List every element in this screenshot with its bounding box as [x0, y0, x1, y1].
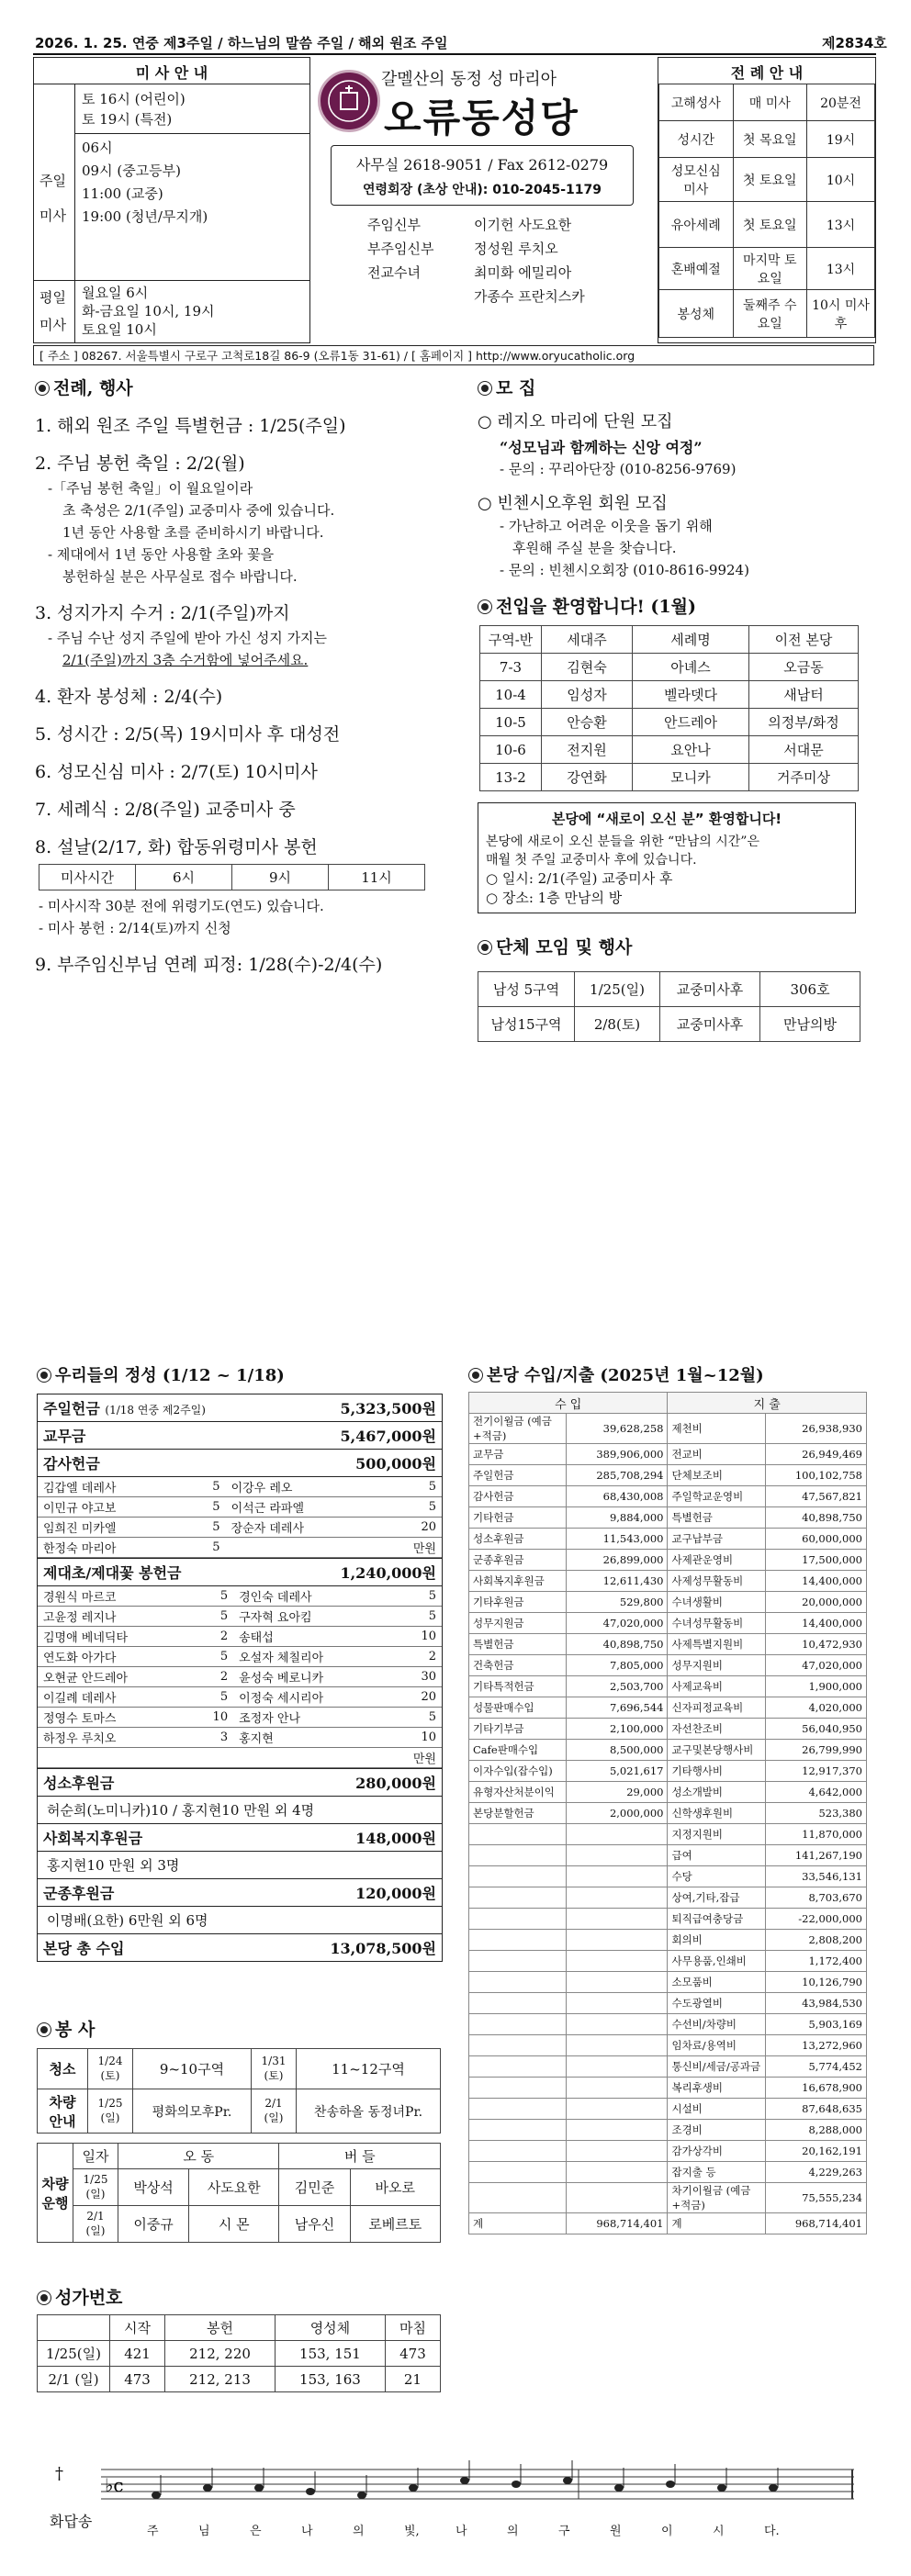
finance-row: 사회복지후원금 12,611,430 사제성무활동비 14,400,000 [469, 1571, 867, 1592]
altar-amount: 1,240,000원 [340, 1564, 436, 1582]
sunday-label: 주일헌금 [43, 1400, 100, 1417]
parish-subtitle: 갈멜산의 동정 성 마리아 [381, 70, 557, 89]
finance-table: 수 입 지 출 전기이월금 (예금+적금) 39,628,258 제천비 26,938,930 교무금 389,906,000 전교비 26,949,469 주일헌금 285,708,294 단체보조비 100,102,758 감사헌금 68,430,008 주일학교운영비 47,567,821 기타헌금 9,884,000 특별헌금 40,898,750 성소후원금 11,543,000 교구납부금 60,000,000 군종후원금 26,899,000 사제관운영비 17,500,000 사회복지후원금 12,611,430 사제성무활동비 14,400,000 기타후원금 529,800 수녀생활비 20,000,000 성무지원금 47,020,000 수녀성무활동비 14,400,000 특별헌금 40,898,750 사제특별지원비 10,472,930 건축헌금 7,805,000 성무지원비 47,020,000 기타특적헌금 2,503,700 사제교육비 1,900,000 성물판매수입 7,696,544 신자피정교육비 4,020,000 기타기부금 2,100,000 자선찬조비 56,040,950 Cafe판매수입 8,500,000 교구및본당행사비 26,799,990 이자수입(잡수입) 5,021,617 기타행사비 12,917,370 유형자산처분이익 29,000 성소개발비 4,642,000 본당분할헌금 2,000,000 신학생후원비 523,380 지정지원비 11,870,000 급여 141,267,190 수당 33,546,131 상여,기타,잡급 8,703,670 퇴직급여충당금 -22,000,000 회의비 2,808,200 사무용품,인쇄비 1,172,400 소모품비 10,126,790 수도광열비 43,984,530 수선비/차량비 5,903,169 임차료/용역비 13,272,960 통신비/세금/공과금 5,774,452 복리후생비 16,678,900 시설비 87,648,635 조경비 8,288,000 감가상각비 20,162,191 잡지출 등 4,229,263 차기이월금 (예금+적금) 75,555,234 계 968,714,401 계 968,714,401 [468, 1392, 867, 2234]
finance-row: 임차료/용역비 13,272,960 [469, 2035, 867, 2056]
groups-title: 단체 모임 및 행사 [496, 937, 633, 958]
finance-row: 주일헌금 285,708,294 단체보조비 100,102,758 [469, 1465, 867, 1486]
liturgy-section [35, 375, 476, 980]
music-note [717, 2484, 726, 2492]
music-staff [101, 2460, 854, 2515]
sacrament-table: 고해성사 매 미사 20분전 성시간 첫 목요일 19시 성모신심 미사 첫 토요일 10시 유아세례 첫 토요일 13시 혼배예절 마지막 토요일 13시 봉성체 둘째주 수요일 10시 미사후 [658, 84, 875, 338]
liturgy-item-2-note: 1년 동안 사용할 초를 준비하시기 바랍니다. [62, 524, 324, 541]
newcomer-title: 본당에 “새로이 오신 분” 환영합니다! [551, 811, 782, 827]
liturgy-item-3-note: - 주님 수난 성지 주일에 받아 가신 성지 가지는 [48, 630, 328, 646]
finance-row: 교무금 389,906,000 전교비 26,949,469 [469, 1444, 867, 1465]
table-row: 1/25(일) 421 212, 220 153, 151 473 [38, 2341, 441, 2367]
liturgy-item-6: 6. 성모신심 미사 : 2/7(토) 10시미사 [35, 762, 318, 782]
table-row: 7-3 김현숙 아녜스 오금동 [480, 654, 859, 681]
finance-row: 상여,기타,잡급 8,703,670 [469, 1887, 867, 1909]
finance-row: 기타특적헌금 2,503,700 사제교육비 1,900,000 [469, 1676, 867, 1697]
finance-row: 수도광열비 43,984,530 [469, 1993, 867, 2014]
liturgy-item-4: 4. 환자 봉성체 : 2/4(수) [35, 687, 223, 707]
service-section [37, 2016, 450, 2243]
table-row: 정영수 토마스 10 조정자 안나 5 [38, 1708, 442, 1728]
finance-row: 소모품비 10,126,790 [469, 1972, 867, 1993]
bullet-icon [37, 2022, 51, 2037]
altar-label: 제대초/제대꽃 봉헌금 [43, 1564, 182, 1582]
bullet-icon [35, 381, 50, 396]
seollal-note: - 미사시작 30분 전에 위령기도(연도) 있습니다. [39, 898, 324, 914]
thanks-label: 감사헌금 [43, 1455, 100, 1473]
bullet-icon [478, 381, 492, 396]
army-detail: 이명배(요한) 6만원 외 6명 [38, 1907, 442, 1934]
finance-row: 특별헌금 40,898,750 사제특별지원비 10,472,930 [469, 1634, 867, 1655]
contact-box [331, 145, 634, 206]
table-row: 이길례 데레사 5 이정숙 세시리아 20 [38, 1687, 442, 1708]
lyric-syllable: 시 [713, 2525, 725, 2538]
weekday-mass-label: 평일 미사 [39, 289, 66, 333]
finance-row: Cafe판매수입 8,500,000 교구및본당행사비 26,799,990 [469, 1740, 867, 1761]
lyric-syllable: 구 [558, 2525, 570, 2538]
liturgy-item-3-note: 2/1(주일)까지 3층 수거함에 넣어주세요. [62, 652, 309, 668]
lyric-syllable: 님 [198, 2525, 210, 2538]
table-row: 연도화 아가다 5 오설자 체칠리아 2 [38, 1647, 442, 1667]
music-note [769, 2484, 778, 2492]
finance-row: 차기이월금 (예금+적금) 75,555,234 [469, 2183, 867, 2213]
welcome-title: 전입을 환영합니다! (1월) [496, 597, 696, 617]
liturgy-item-2: 2. 주님 봉헌 축일 : 2/2(월) [35, 454, 245, 474]
weekday-mass-list: 월요일 6시 화-금요일 10시, 19시 토요일 10시 [82, 285, 215, 338]
newcomer-line: 매월 첫 주일 교중미사 후에 있습니다. [486, 853, 697, 868]
vincent-line: 후원해 주실 분을 찾습니다. [512, 540, 677, 556]
table-row: 2/1 (일) 473 212, 213 153, 163 21 [38, 2367, 441, 2392]
table-row: 한정숙 마리아 5 만원 [38, 1538, 442, 1558]
finance-row: 잡지출 등 4,229,263 [469, 2162, 867, 2183]
music-note [203, 2484, 212, 2492]
liturgy-item-2-note: 봉헌하실 분은 사무실로 접수 바랍니다. [62, 568, 298, 585]
music-note [563, 2477, 572, 2484]
address-bar: [ 주소 ] 08267. 서울특별시 구로구 고척로18길 86-9 (오류1동 31-61) / [ 홈페이지 ] http://www.oryucatholic.org [33, 345, 874, 365]
finance-row: 본당분할헌금 2,000,000 신학생후원비 523,380 [469, 1803, 867, 1824]
finance-row: 감가상각비 20,162,191 [469, 2141, 867, 2162]
finance-row: 이자수입(잡수입) 5,021,617 기타행사비 12,917,370 [469, 1761, 867, 1782]
social-amount: 148,000원 [355, 1830, 436, 1847]
sunday-mass-label: 주일 미사 [39, 173, 66, 224]
hymns-section [37, 2284, 450, 2392]
music-note [357, 2492, 366, 2499]
newcomer-place: ○ 장소: 1층 만남의 방 [486, 890, 623, 906]
sat-mass-list: 토 16시 (어린이) 토 19시 (특전) [82, 91, 186, 128]
lyric-syllable: 원 [610, 2525, 622, 2538]
car-operation-table: 차량운행 일자 오 동 버 들 1/25 (일) 박상석 사도요한 김민준 바오로 2/1 (일) 이중규 시 몬 남우신 로베르토 [37, 2143, 441, 2243]
finance-row: 수당 33,546,131 [469, 1866, 867, 1887]
lyric-syllable: 주 [147, 2525, 159, 2538]
liturgy-item-3: 3. 성지가지 수거 : 2/1(주일)까지 [35, 603, 290, 623]
vincent-line: - 가난하고 어려운 이웃을 돕기 위해 [500, 518, 713, 534]
army-amount: 120,000원 [355, 1885, 436, 1902]
finance-row: 수선비/차량비 5,903,169 [469, 2014, 867, 2035]
table-row: 남성 5구역 1/25(일) 교중미사후 306호 [478, 972, 860, 1007]
recruit-title: 모 집 [496, 378, 536, 398]
total-label: 본당 총 수입 [43, 1940, 125, 1957]
sacrament-title: 전 례 안 내 [730, 64, 804, 82]
church-emblem-icon [321, 73, 377, 129]
music-note [614, 2484, 624, 2492]
newcomer-box [478, 802, 856, 913]
sunday-amount: 5,323,500원 [340, 1400, 436, 1417]
lyric-syllable: 나 [301, 2525, 313, 2538]
emergency-phone: 연령회장 (초상 안내): 010-2045-1179 [363, 183, 602, 197]
gyomu-amount: 5,467,000원 [340, 1428, 436, 1445]
vincent-heading: ○ 빈첸시오후원 회원 모집 [478, 494, 668, 513]
table-row: 2/1 (일) 이중규 시 몬 남우신 로베르토 [38, 2206, 441, 2243]
finance-row: 급여 141,267,190 [469, 1845, 867, 1866]
finance-row: 유형자산처분이익 29,000 성소개발비 4,642,000 [469, 1782, 867, 1803]
table-row: 오현균 안드레아 2 윤성숙 베로니카 30 [38, 1667, 442, 1687]
altar-unit: 만원 [387, 1748, 442, 1768]
lyric-syllable: 의 [353, 2525, 365, 2538]
liturgy-item-2-note: - 제대에서 1년 동안 사용할 초와 꽃을 [48, 546, 275, 563]
finance-row: 지정지원비 11,870,000 [469, 1824, 867, 1845]
liturgy-item-7: 7. 세례식 : 2/8(주일) 교중미사 중 [35, 800, 296, 820]
welcome-table: 구역-반 세대주 세례명 이전 본당 7-3 김현숙 아녜스 오금동 10-4 임성자 벨라뎃다 새남터 10-5 안승환 안드레아 의정부/화정 10-6 전지원 요안나 서대문 13-2 강연화 모니카 거주미상 [479, 625, 859, 791]
finance-row: 성무지원금 47,020,000 수녀성무활동비 14,400,000 [469, 1613, 867, 1634]
legio-contact: - 문의 : 꾸리아단장 (010-8256-9769) [500, 461, 737, 477]
svg-text:♭c: ♭c [105, 2474, 124, 2496]
table-row: 하정우 루치오 3 홍지현 10 [38, 1728, 442, 1748]
table-row: 10-6 전지원 요안나 서대문 [480, 736, 859, 764]
finance-row: 성물판매수입 7,696,544 신자피정교육비 4,020,000 [469, 1697, 867, 1719]
bullet-icon [468, 1368, 483, 1383]
service-title: 봉 사 [55, 2020, 96, 2040]
liturgy-item-2-note: -「주님 봉헌 축일」이 월요일이라 [48, 480, 253, 497]
sunday-note: (1/18 연중 제2주일) [105, 1404, 206, 1417]
finance-row: 사무용품,인쇄비 1,172,400 [469, 1951, 867, 1972]
table-row: 고윤정 레지나 5 구자혁 요아킴 5 [38, 1607, 442, 1627]
thanks-amount: 500,000원 [355, 1455, 436, 1473]
table-row: 경원식 마르코 5 경인숙 데레사 5 [38, 1586, 442, 1607]
newcomer-date: ○ 일시: 2/1(주일) 교중미사 후 [486, 870, 673, 887]
altar-table [38, 1586, 442, 1768]
liturgy-item-9: 9. 부주임신부님 연례 피정: 1/28(수)-2/4(수) [35, 955, 383, 975]
service-table: 청소 1/24 (토) 9~10구역 1/31 (토) 11~12구역 차량 안내 1/25 (일) 평화의모후Pr. 2/1 (일) 찬송하올 동정녀Pr. [37, 2048, 441, 2134]
finance-title: 본당 수입/지출 (2025년 1월~12월) [487, 1366, 764, 1385]
music-note [254, 2484, 264, 2492]
music-note [666, 2481, 675, 2488]
legio-heading: ○ 레지오 마리에 단원 모집 [478, 412, 673, 431]
table-row: 남성15구역 2/8(토) 교중미사후 만남의방 [478, 1007, 860, 1042]
psalm-label: 화답송 [50, 2513, 93, 2530]
seollal-note: - 미사 봉헌 : 2/14(토)까지 신청 [39, 920, 231, 936]
total-amount: 13,078,500원 [330, 1940, 436, 1957]
table-row: 10-5 안승환 안드레아 의정부/화정 [480, 709, 859, 736]
sacrament-guide [658, 57, 876, 343]
social-detail: 홍지현10 만원 외 3명 [38, 1852, 442, 1879]
finance-row: 군종후원금 26,899,000 사제관운영비 17,500,000 [469, 1550, 867, 1571]
music-note [409, 2484, 418, 2492]
table-row: 김명애 베네딕타 2 송태섭 10 [38, 1627, 442, 1647]
finance-row: 조경비 8,288,000 [469, 2120, 867, 2141]
liturgy-item-1: 1. 해외 원조 주일 특별헌금 : 1/25(주일) [35, 416, 346, 436]
table-row: 임희진 미카엘 5 장순자 데레사 20 [38, 1518, 442, 1538]
office-phone: 사무실 2618-9051 / Fax 2612-0279 [355, 156, 609, 174]
finance-total-row: 계 968,714,401 계 968,714,401 [469, 2213, 867, 2234]
music-note [512, 2481, 521, 2488]
liturgy-title: 전례, 행사 [53, 378, 133, 398]
lyric-syllable: 의 [507, 2525, 519, 2538]
date-line: 2026. 1. 25. 연중 제3주일 / 하느님의 말씀 주일 / 해외 원조 주일 [35, 35, 448, 51]
lyric-syllable: 은 [250, 2525, 262, 2538]
hymns-table: 시작 봉헌 영성체 마침 1/25(일) 421 212, 220 153, 151 473 2/1 (일) 473 212, 213 153, 163 21 [37, 2314, 441, 2392]
seongso-detail: 허순희(노미니카)10 / 홍지현10 만원 외 4명 [38, 1797, 442, 1824]
finance-row: 감사헌금 68,430,008 주일학교운영비 47,567,821 [469, 1486, 867, 1507]
mass-guide-title: 미 사 안 내 [135, 64, 208, 82]
table-row: 김갑엘 데레사 5 이강우 레오 5 [38, 1477, 442, 1497]
music-note [460, 2477, 469, 2484]
finance-section [468, 1362, 872, 2234]
lyric-syllable: 빛, [404, 2525, 420, 2538]
issue-number: 제2834호 [822, 35, 887, 51]
table-row: 1/25 (일) 박상석 사도요한 김민준 바오로 [38, 2169, 441, 2206]
staff-list: 주임신부 이기헌 사도요한 부주임신부 정성원 루치오 전교수녀 최미화 에밀리아 가종수 프란치스카 [367, 217, 585, 305]
table-row: 10-4 임성자 벨라뎃다 새남터 [480, 681, 859, 709]
finance-row: 건축헌금 7,805,000 성무지원비 47,020,000 [469, 1655, 867, 1676]
recruit-section [478, 375, 872, 1042]
music-note [152, 2492, 161, 2499]
liturgy-item-2-note: 초 축성은 2/1(주일) 교중미사 중에 있습니다. [62, 502, 335, 519]
cross-icon: † [55, 2464, 63, 2483]
offering-section [37, 1362, 450, 1962]
legio-slogan: “성모님과 함께하는 신앙 여정” [500, 439, 703, 456]
psalm-section [50, 2460, 863, 2543]
sun-mass-list: 06시 09시 (중고등부) 11:00 (교중) 19:00 (청년/무지개) [82, 140, 208, 225]
lyric-syllable: 다. [764, 2525, 780, 2538]
header-rule [33, 53, 876, 55]
finance-row: 퇴직급여충당금 -22,000,000 [469, 1909, 867, 1930]
finance-row: 기타헌금 9,884,000 특별헌금 40,898,750 [469, 1507, 867, 1529]
parish-name: 오류동성당 [384, 95, 579, 140]
bullet-icon [478, 940, 492, 955]
lyric-syllable: 나 [456, 2525, 467, 2538]
finance-row: 기타기부금 2,100,000 자선찬조비 56,040,950 [469, 1719, 867, 1740]
finance-row: 통신비/세금/공과금 5,774,452 [469, 2056, 867, 2078]
seongso-amount: 280,000원 [355, 1775, 436, 1792]
bullet-icon [37, 2290, 51, 2305]
groups-table [478, 971, 860, 1042]
offering-box [37, 1394, 443, 1962]
bullet-icon [478, 599, 492, 614]
finance-row: 복리후생비 16,678,900 [469, 2078, 867, 2099]
finance-row: 회의비 2,808,200 [469, 1930, 867, 1951]
newcomer-line: 본당에 새로이 오신 분들을 위한 “만남의 시간”은 [486, 834, 759, 849]
table-row: 13-2 강연화 모니카 거주미상 [480, 764, 859, 791]
finance-row: 시설비 87,648,635 [469, 2099, 867, 2120]
lyric-syllable: 이 [661, 2525, 673, 2538]
gyomu-label: 교무금 [43, 1428, 86, 1445]
army-label: 군종후원금 [43, 1885, 115, 1902]
table-row: 이민규 야고보 5 이석근 라파엘 5 [38, 1497, 442, 1518]
finance-row: 전기이월금 (예금+적금) 39,628,258 제천비 26,938,930 [469, 1414, 867, 1444]
bullet-icon [37, 1368, 51, 1383]
finance-row: 기타후원금 529,800 수녀생활비 20,000,000 [469, 1592, 867, 1613]
hymns-title: 성가번호 [55, 2288, 123, 2308]
mass-guide [33, 57, 310, 343]
liturgy-item-8: 8. 설날(2/17, 화) 합동위령미사 봉헌 [35, 837, 318, 857]
seollal-mass-table: 미사시간 6시 9시 11시 [39, 864, 425, 890]
seongso-label: 성소후원금 [43, 1775, 115, 1792]
social-label: 사회복지후원금 [43, 1830, 143, 1847]
thanks-table [38, 1477, 442, 1558]
parish-logo [318, 70, 380, 132]
finance-row: 성소후원금 11,543,000 교구납부금 60,000,000 [469, 1529, 867, 1550]
music-note [306, 2488, 315, 2495]
psalm-lyrics [147, 2521, 845, 2539]
vincent-contact: - 문의 : 빈첸시오회장 (010-8616-9924) [500, 562, 749, 578]
offering-title: 우리들의 정성 (1/12 ~ 1/18) [55, 1366, 285, 1385]
liturgy-item-5: 5. 성시간 : 2/5(목) 19시미사 후 대성전 [35, 724, 341, 745]
